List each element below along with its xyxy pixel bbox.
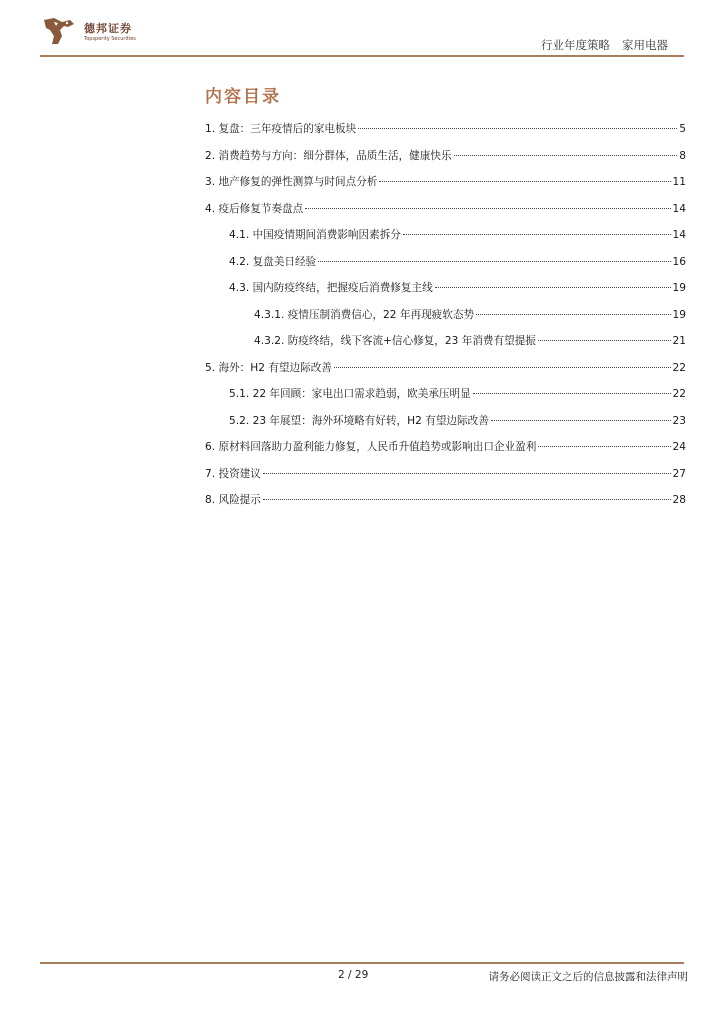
legal-disclaimer: 请务必阅读正文之后的信息披露和法律声明 <box>488 971 688 983</box>
toc-entry-title: 7. 投资建议 <box>205 467 261 480</box>
toc-entry[interactable] <box>205 434 686 461</box>
toc-dot-leader <box>435 286 671 288</box>
toc-dot-leader <box>318 260 670 262</box>
toc-entry-page: 21 <box>672 335 686 347</box>
toc-entry[interactable] <box>205 487 686 514</box>
report-type: 行业年度策略 <box>541 38 610 52</box>
toc-entry[interactable] <box>205 355 686 382</box>
toc-dot-leader <box>454 154 678 156</box>
toc-dot-leader <box>538 339 671 341</box>
toc-dot-leader <box>263 498 671 500</box>
toc-entry-title: 4.2. 复盘美日经验 <box>229 255 317 268</box>
toc-entry-title: 4.1. 中国疫情期间消费影响因素拆分 <box>229 229 401 241</box>
toc-entry[interactable] <box>205 275 686 302</box>
toc-entry[interactable] <box>205 328 686 355</box>
toc-dot-leader <box>491 419 671 421</box>
toc-entry[interactable] <box>205 381 686 408</box>
toc-entry-title: 4.3.1. 疫情压制消费信心，22 年再现疲软态势 <box>254 308 475 321</box>
toc-entry-title: 6. 原材料回落助力盈利能力修复，人民币升值趋势或影响出口企业盈利 <box>205 441 537 453</box>
toc-title: 内容目录 <box>205 87 281 107</box>
header-labels <box>541 37 668 53</box>
toc-entry[interactable] <box>205 222 686 249</box>
toc-entry-page: 22 <box>672 361 686 374</box>
toc-entry-page: 14 <box>672 229 686 241</box>
toc-dot-leader <box>473 392 671 394</box>
toc-entry-page: 19 <box>672 308 686 321</box>
page-number: 2 / 29 <box>338 969 369 981</box>
toc-entry-page: 14 <box>672 202 686 215</box>
toc-dot-leader <box>263 472 671 474</box>
company-logo <box>40 14 150 50</box>
toc-entry-page: 24 <box>672 441 686 453</box>
logo-cn-text: 德邦证券 <box>84 22 132 35</box>
toc-entry-page: 22 <box>672 388 686 400</box>
toc-entry-page: 19 <box>672 282 686 294</box>
toc-entry-title: 4.3. 国内防疫终结，把握疫后消费修复主线 <box>229 282 433 294</box>
toc-entry-page: 8 <box>679 149 686 162</box>
toc-entry-title: 1. 复盘：三年疫情后的家电板块 <box>205 123 357 135</box>
toc-dot-leader <box>476 313 670 315</box>
toc-entry[interactable] <box>205 196 686 223</box>
sector-label: 家用电器 <box>622 38 668 52</box>
toc-entry-title: 4. 疫后修复节奏盘点 <box>205 202 304 215</box>
toc-dot-leader <box>379 180 670 182</box>
toc-entry-page: 27 <box>672 467 686 480</box>
toc-dot-leader <box>305 207 670 209</box>
toc-entry[interactable] <box>205 249 686 276</box>
toc-entry-title: 5. 海外：H2 有望边际改善 <box>205 361 332 374</box>
toc-entry-title: 5.2. 23 年展望：海外环境略有好转，H2 有望边际改善 <box>229 414 489 427</box>
header-divider <box>40 55 684 57</box>
toc-entry-title: 4.3.2. 防疫终结，线下客流+信心修复，23 年消费有望提振 <box>254 335 536 347</box>
toc-entry-title: 5.1. 22 年回顾：家电出口需求趋弱，欧美承压明显 <box>229 388 471 400</box>
toc-entry[interactable] <box>205 116 686 143</box>
toc-entry[interactable] <box>205 143 686 170</box>
toc-dot-leader <box>403 233 671 235</box>
toc-dot-leader <box>358 127 677 129</box>
toc-entry[interactable] <box>205 169 686 196</box>
toc-entry[interactable] <box>205 302 686 329</box>
table-of-contents <box>205 116 686 514</box>
toc-entry-page: 5 <box>679 123 686 135</box>
toc-entry[interactable] <box>205 408 686 435</box>
toc-dot-leader <box>538 445 670 447</box>
toc-entry-page: 23 <box>672 414 686 427</box>
toc-entry-title: 2. 消费趋势与方向：细分群体，品质生活，健康快乐 <box>205 149 452 162</box>
toc-entry[interactable] <box>205 461 686 488</box>
toc-entry-title: 3. 地产修复的弹性测算与时间点分析 <box>205 176 378 188</box>
toc-entry-page: 28 <box>672 494 686 506</box>
toc-entry-title: 8. 风险提示 <box>205 494 261 506</box>
logo-en-text: Topsperity Securities <box>84 36 136 42</box>
toc-entry-page: 11 <box>672 176 686 188</box>
toc-dot-leader <box>334 366 671 368</box>
footer-divider <box>40 962 684 964</box>
toc-entry-page: 16 <box>672 255 686 268</box>
dragon-logo-icon <box>40 14 80 50</box>
